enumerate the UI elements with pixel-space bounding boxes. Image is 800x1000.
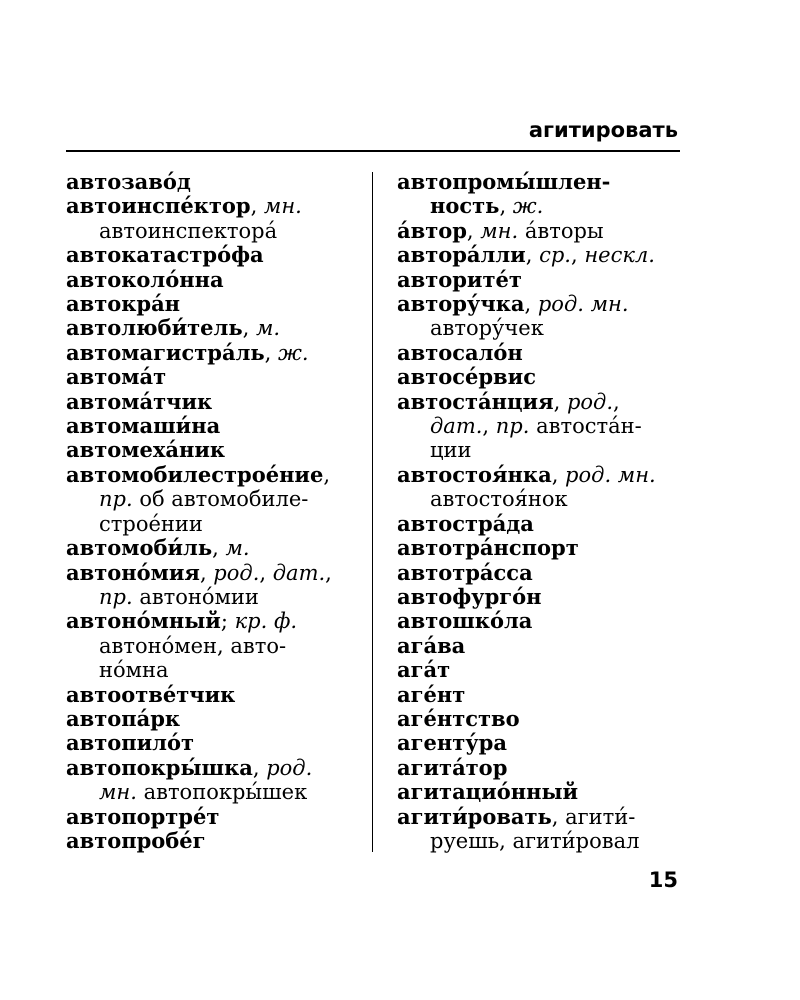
entry-text: строе́нии xyxy=(99,511,203,536)
entry-continuation-line xyxy=(397,438,687,462)
entry-line xyxy=(397,341,523,365)
headword: автоно́мия xyxy=(66,559,200,585)
entry-continuation-line xyxy=(66,487,364,511)
headword: а́втор xyxy=(397,217,467,243)
headword: автопокры́шка xyxy=(66,754,253,780)
headword: автору́чка xyxy=(397,291,525,317)
entry-text: , xyxy=(525,243,540,268)
grammar-label: мн. xyxy=(99,780,137,805)
entry-line xyxy=(66,341,309,365)
entry-text: об автомобиле- xyxy=(132,487,309,512)
headword: автокра́н xyxy=(66,291,181,317)
entry-line xyxy=(66,438,225,462)
entry-text: автоно́мен, авто- xyxy=(99,633,287,658)
grammar-label: род. xyxy=(213,560,260,585)
grammar-label: дат. xyxy=(430,414,483,439)
dictionary-entry xyxy=(66,414,364,438)
dictionary-entry xyxy=(66,292,364,316)
entry-line xyxy=(66,756,312,780)
headword: автосало́н xyxy=(397,339,523,365)
entry-continuation-line xyxy=(66,512,364,536)
entry-line xyxy=(397,683,465,707)
headword: автоинспе́ктор xyxy=(66,193,251,219)
dictionary-entry xyxy=(397,658,687,682)
grammar-label: мн. xyxy=(263,194,302,219)
column-divider xyxy=(372,172,373,852)
headword: агита́тор xyxy=(397,754,508,780)
entry-continuation-line xyxy=(66,780,364,804)
entry-text: автоинспектора́ xyxy=(99,218,278,243)
dictionary-entry xyxy=(66,805,364,829)
entry-line xyxy=(66,316,280,340)
grammar-label: дат. xyxy=(272,560,326,585)
running-head: агитировать xyxy=(528,118,678,142)
dictionary-entry xyxy=(66,756,364,805)
entry-line xyxy=(397,634,465,658)
grammar-label: м. xyxy=(255,316,281,341)
dictionary-entry xyxy=(66,561,364,610)
entry-text: , xyxy=(250,194,264,219)
headword: автомаши́на xyxy=(66,413,221,439)
headword: автопило́т xyxy=(66,730,194,756)
dictionary-entry xyxy=(66,438,364,462)
headword: авторите́т xyxy=(397,266,522,292)
dictionary-entry xyxy=(397,585,687,609)
entry-text: , xyxy=(259,560,273,585)
headword: автома́тчик xyxy=(66,388,213,414)
grammar-label: род. мн. xyxy=(565,462,656,487)
dictionary-entry xyxy=(397,805,687,854)
entry-line xyxy=(66,561,332,585)
headword: автомагистра́ль xyxy=(66,339,265,365)
entry-line xyxy=(66,707,180,731)
entry-line xyxy=(397,780,578,804)
entry-line xyxy=(397,585,542,609)
headword: автосе́рвис xyxy=(397,364,537,390)
dictionary-entry xyxy=(66,243,364,267)
entry-continuation-line xyxy=(66,658,364,682)
dictionary-entry xyxy=(397,683,687,707)
headword: автофурго́н xyxy=(397,583,542,609)
dictionary-entry xyxy=(66,316,364,340)
dictionary-entry xyxy=(397,341,687,365)
right-column xyxy=(397,170,687,853)
entry-text: , xyxy=(551,462,566,487)
dictionary-entry xyxy=(397,170,687,219)
entry-line xyxy=(66,170,191,194)
dictionary-entry xyxy=(66,341,364,365)
entry-continuation-line xyxy=(66,585,364,609)
entry-line xyxy=(66,463,330,487)
entry-line xyxy=(66,243,264,267)
entry-line xyxy=(397,292,629,316)
entry-text: а́вторы xyxy=(518,218,604,243)
entry-text: , xyxy=(499,194,513,219)
headword: автостоя́нка xyxy=(397,461,552,487)
entry-line xyxy=(66,268,224,292)
headword: агенту́ра xyxy=(397,730,507,756)
dictionary-entry xyxy=(66,683,364,707)
headword: автомобилестрое́ние xyxy=(66,461,324,487)
headword: автопортре́т xyxy=(66,803,220,829)
entry-text: , xyxy=(264,340,279,365)
entry-line xyxy=(66,731,194,755)
grammar-label: нескл. xyxy=(584,243,655,268)
entry-line xyxy=(397,805,635,829)
dictionary-entry xyxy=(397,390,687,463)
entry-text: автору́чек xyxy=(430,316,544,341)
dictionary-entry xyxy=(397,219,687,243)
entry-line xyxy=(397,219,604,243)
header-rule xyxy=(66,150,680,152)
dictionary-entry xyxy=(66,731,364,755)
grammar-label: пр. xyxy=(495,414,530,439)
grammar-label: пр. xyxy=(99,487,133,512)
headword: ага́ва xyxy=(397,632,466,658)
entry-text: руешь, агити́ровал xyxy=(430,828,640,853)
grammar-label: род. xyxy=(266,755,313,780)
headword: автопробе́г xyxy=(66,827,206,853)
headword: автоколо́нна xyxy=(66,266,224,292)
entry-text: , xyxy=(212,536,226,561)
headword: аге́нтство xyxy=(397,705,520,731)
headword: ага́т xyxy=(397,657,451,683)
entry-text: , xyxy=(242,316,256,341)
headword: агити́ровать xyxy=(397,803,552,829)
dictionary-entry xyxy=(397,536,687,560)
entry-text: , xyxy=(613,389,620,414)
entry-text: ; xyxy=(220,609,235,634)
entry-continuation-line xyxy=(397,316,687,340)
entry-line xyxy=(397,609,532,633)
dictionary-entry xyxy=(66,194,364,243)
entry-text: , агити́- xyxy=(551,804,636,829)
entry-line xyxy=(397,170,610,194)
headword: автотра́нспорт xyxy=(397,535,579,561)
grammar-label: ж. xyxy=(512,194,544,219)
dictionary-entry xyxy=(397,463,687,512)
grammar-label: пр. xyxy=(99,584,133,609)
headword: автоста́нция xyxy=(397,388,554,414)
headword: ность xyxy=(430,193,500,219)
entry-text: , xyxy=(466,218,481,243)
dictionary-entry xyxy=(397,609,687,633)
entry-line xyxy=(397,243,655,267)
entry-line xyxy=(397,390,620,414)
dictionary-entry xyxy=(397,365,687,389)
headword: автопромы́шлен- xyxy=(397,169,611,194)
dictionary-entry xyxy=(66,390,364,414)
entry-continuation-line xyxy=(66,219,364,243)
dictionary-entry xyxy=(66,463,364,536)
dictionary-entry xyxy=(66,170,364,194)
entry-continuation-line xyxy=(66,634,364,658)
dictionary-entry xyxy=(397,707,687,731)
entry-text: автостоя́нок xyxy=(430,487,568,512)
dictionary-entry xyxy=(397,243,687,267)
headword: автора́лли xyxy=(397,242,526,268)
entry-text: , xyxy=(323,462,331,487)
grammar-label: род. xyxy=(566,389,614,414)
entry-line xyxy=(397,268,522,292)
entry-text: , xyxy=(570,243,585,268)
headword: автокатастро́фа xyxy=(66,242,264,268)
grammar-label: кр. ф. xyxy=(234,609,298,634)
entry-line xyxy=(66,390,212,414)
entry-line xyxy=(66,683,235,707)
headword: автомоби́ль xyxy=(66,535,213,561)
entry-line xyxy=(397,512,534,536)
entry-text: , xyxy=(553,389,567,414)
entry-text: , xyxy=(325,560,332,585)
headword: автотра́сса xyxy=(397,559,533,585)
dictionary-entry xyxy=(397,756,687,780)
entry-line xyxy=(397,731,507,755)
entry-continuation-line xyxy=(397,829,687,853)
dictionary-entry xyxy=(66,707,364,731)
headword: автозаво́д xyxy=(66,169,191,194)
entry-text: , xyxy=(199,560,214,585)
headword: автома́т xyxy=(66,364,167,390)
grammar-label: мн. xyxy=(480,218,519,243)
entry-line xyxy=(66,414,220,438)
dictionary-entry xyxy=(397,634,687,658)
entry-line xyxy=(397,707,520,731)
dictionary-entry xyxy=(397,292,687,341)
entry-line xyxy=(66,829,206,853)
entry-line xyxy=(397,536,579,560)
headword: автоотве́тчик xyxy=(66,681,236,707)
entry-text: автопокры́шек xyxy=(136,780,308,805)
page-number: 15 xyxy=(648,868,678,892)
headword: автомеха́ник xyxy=(66,437,226,463)
entry-line xyxy=(397,365,536,389)
dictionary-entry xyxy=(66,829,364,853)
entry-continuation-line xyxy=(397,414,687,438)
entry-line xyxy=(397,756,507,780)
headword: автостра́да xyxy=(397,510,534,536)
grammar-label: ж. xyxy=(278,340,309,365)
headword: аге́нт xyxy=(397,681,466,707)
entry-line xyxy=(397,658,450,682)
dictionary-entry xyxy=(397,780,687,804)
left-column xyxy=(66,170,364,853)
headword: автолюби́тель xyxy=(66,315,243,341)
dictionary-entry xyxy=(397,512,687,536)
headword: автоно́мный xyxy=(66,608,221,634)
entry-line xyxy=(66,609,297,633)
entry-text: , xyxy=(252,755,267,780)
entry-line xyxy=(66,536,250,560)
dictionary-entry xyxy=(397,731,687,755)
dictionary-entry xyxy=(397,561,687,585)
headword: автошко́ла xyxy=(397,608,533,634)
entry-text: , xyxy=(524,292,538,317)
dictionary-entry xyxy=(66,536,364,560)
entry-continuation-line xyxy=(397,194,687,218)
entry-line xyxy=(397,561,533,585)
dictionary-entry xyxy=(66,268,364,292)
grammar-label: род. мн. xyxy=(537,292,629,317)
entry-line xyxy=(66,292,180,316)
entry-text: ции xyxy=(430,438,472,463)
grammar-label: м. xyxy=(225,536,250,561)
entry-text: автоста́н- xyxy=(529,414,642,439)
entry-line xyxy=(66,194,302,218)
entry-text: автоно́мии xyxy=(132,584,259,609)
headword: автопа́рк xyxy=(66,705,181,731)
dictionary-entry xyxy=(66,365,364,389)
entry-line xyxy=(66,365,166,389)
dictionary-entry xyxy=(397,268,687,292)
entry-text: но́мна xyxy=(99,658,169,683)
entry-line xyxy=(397,463,656,487)
entry-line xyxy=(66,805,219,829)
headword: агитацио́нный xyxy=(397,779,579,805)
entry-continuation-line xyxy=(397,487,687,511)
dictionary-entry xyxy=(66,609,364,682)
grammar-label: ср. xyxy=(539,243,571,268)
entry-text: , xyxy=(482,414,496,439)
